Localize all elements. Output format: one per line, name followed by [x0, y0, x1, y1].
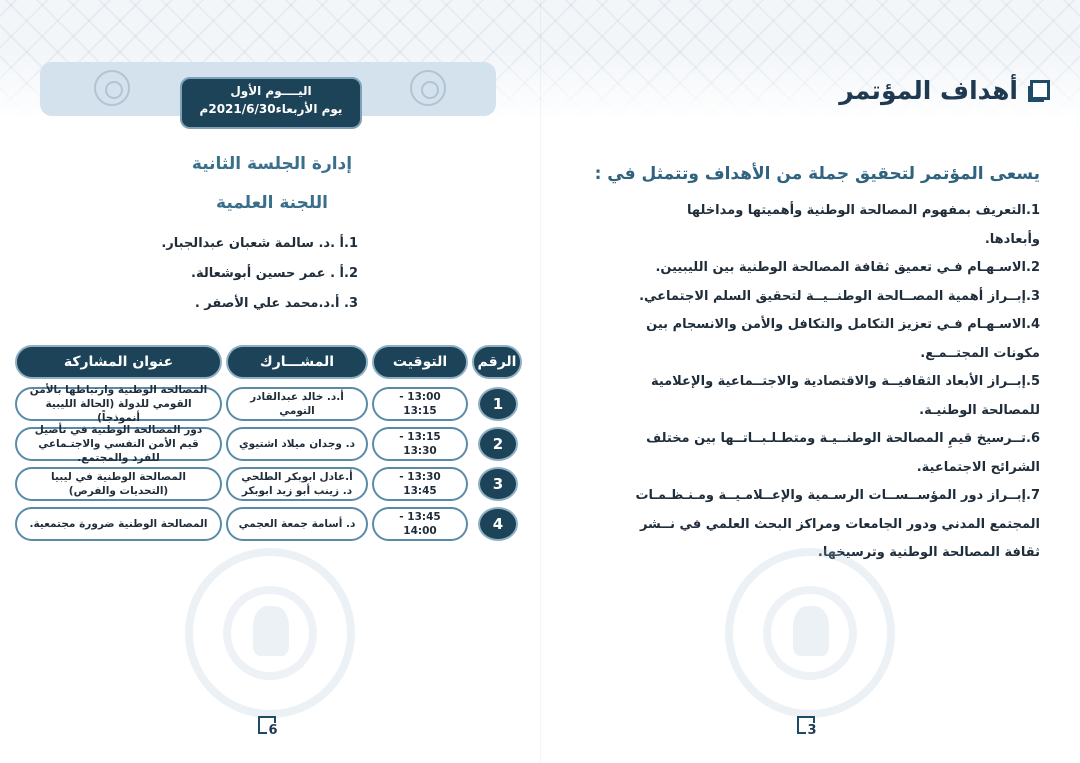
header-participant: المشـــارك: [226, 345, 368, 379]
page-title: أهداف المؤتمر: [839, 76, 1018, 105]
row-number: 2: [478, 427, 518, 461]
row-topic: المصالحة الوطنية وارتباطها بالأمن القومي للدولة (الحالة الليبية أنموذجاً): [15, 387, 222, 421]
committee-title: اللجنة العلمية: [216, 193, 328, 213]
row-participant: د. أسامة جمعة العجمي: [226, 507, 368, 541]
header-num: الرقم: [472, 345, 522, 379]
row-participant: أ.عادل ابوبكر الطلحي د. زينب أبو زيد ابوبكر: [226, 467, 368, 501]
row-topic: المصالحة الوطنية ضرورة مجتمعية.: [15, 507, 222, 541]
square-bullet-icon: [1028, 80, 1050, 102]
header-topic: عنوان المشاركة: [15, 345, 222, 379]
row-time: 13:15 - 13:30: [372, 427, 468, 461]
row-number: 4: [478, 507, 518, 541]
row-time: 13:00 - 13:15: [372, 387, 468, 421]
goal-line: 5.إبــراز الأبعاد الثقافيــة والاقتصادية والاجتــماعية والإعلامية: [650, 374, 1040, 389]
page-number-left: 6: [262, 720, 284, 740]
emblem-icon-right: [410, 70, 446, 106]
goal-item: [630, 283, 1040, 312]
row-time: 13:45 - 14:00: [372, 507, 468, 541]
watermark-emblem-right: [725, 548, 895, 718]
goal-continuation: ثقافة المصالحة الوطنية وترسيخها.: [817, 545, 1040, 560]
member-item: 1.أ .د. سالمة شعبان عبدالجبار.: [161, 236, 358, 251]
goal-continuation: للمصالحة الوطنيـة.: [919, 402, 1040, 418]
date-label: يوم الأربعاء2021/6/30م: [199, 102, 343, 116]
page-number-right: 3: [801, 720, 823, 740]
goal-continuation: المجتمع المدني ودور الجامعات ومراكز البحث العلمي في نــشر: [639, 516, 1040, 532]
watermark-emblem-left: [185, 548, 355, 718]
goal-item: [630, 197, 1040, 254]
goal-line: 2.الاسـهـام فـي تعميق ثقافة المصالحة الوطنية بين الليبيين.: [655, 260, 1040, 275]
member-item: 3. أ.د.محمد علي الأصفر .: [194, 296, 358, 311]
session-title: إدارة الجلسة الثانية: [191, 154, 353, 174]
goal-continuation: مكونات المجتــمـع.: [920, 345, 1040, 361]
goal-item: [630, 311, 1040, 368]
page-fold: [540, 0, 541, 763]
goal-line: 4.الاسـهـام فـي تعزيز التكامل والتكافل والأمن والانسجام بين: [646, 317, 1040, 332]
section-header: [839, 76, 1050, 105]
goal-item: [630, 254, 1040, 283]
row-topic: دور المصالحة الوطنية في تأصيل قيم الأمن النفسي والاجتـماعي للفرد والمجتمع.: [15, 427, 222, 461]
emblem-icon-left: [94, 70, 130, 106]
member-item: 2.أ . عمر حسين أبوشعالة.: [191, 266, 358, 281]
goal-line: 7.إبــراز دور المؤســســات الرسـمية والإعــلامـيــة ومـنـظـمـات: [635, 488, 1040, 503]
row-participant: أ.د. خالد عبدالقادر التومي: [226, 387, 368, 421]
row-participant: د. وجدان ميلاد اشتيوي: [226, 427, 368, 461]
row-topic: المصالحة الوطنية في ليبيا (التحديات والفرص): [15, 467, 222, 501]
row-time: 13:30 - 13:45: [372, 467, 468, 501]
goal-item: [630, 425, 1040, 482]
committee-members: [161, 229, 358, 319]
goal-line: 3.إبــراز أهمية المصــالحة الوطنــيــة لتحقيق السلم الاجتماعي.: [639, 288, 1040, 304]
goal-line: 1.التعريف بمفهوم المصالحة الوطنية وأهميتها ومداخلها وأبعادها.: [687, 203, 1040, 247]
goal-continuation: الشرائح الاجتماعية.: [916, 459, 1040, 475]
goal-line: 6.تــرسيخ قيمِ المصالحة الوطنــيـة ومتطـلـبــاتــها بين مختلف: [646, 431, 1040, 446]
day-label: اليــــوم الأول: [230, 84, 312, 98]
goal-item: [630, 368, 1040, 425]
goals-list: [630, 197, 1040, 568]
header-time: التوقيت: [372, 345, 468, 379]
row-number: 3: [478, 467, 518, 501]
day-badge: [180, 77, 362, 129]
row-number: 1: [478, 387, 518, 421]
goals-intro: يسعى المؤتمر لتحقيق جملة من الأهداف وتتمثل في :: [594, 164, 1040, 184]
